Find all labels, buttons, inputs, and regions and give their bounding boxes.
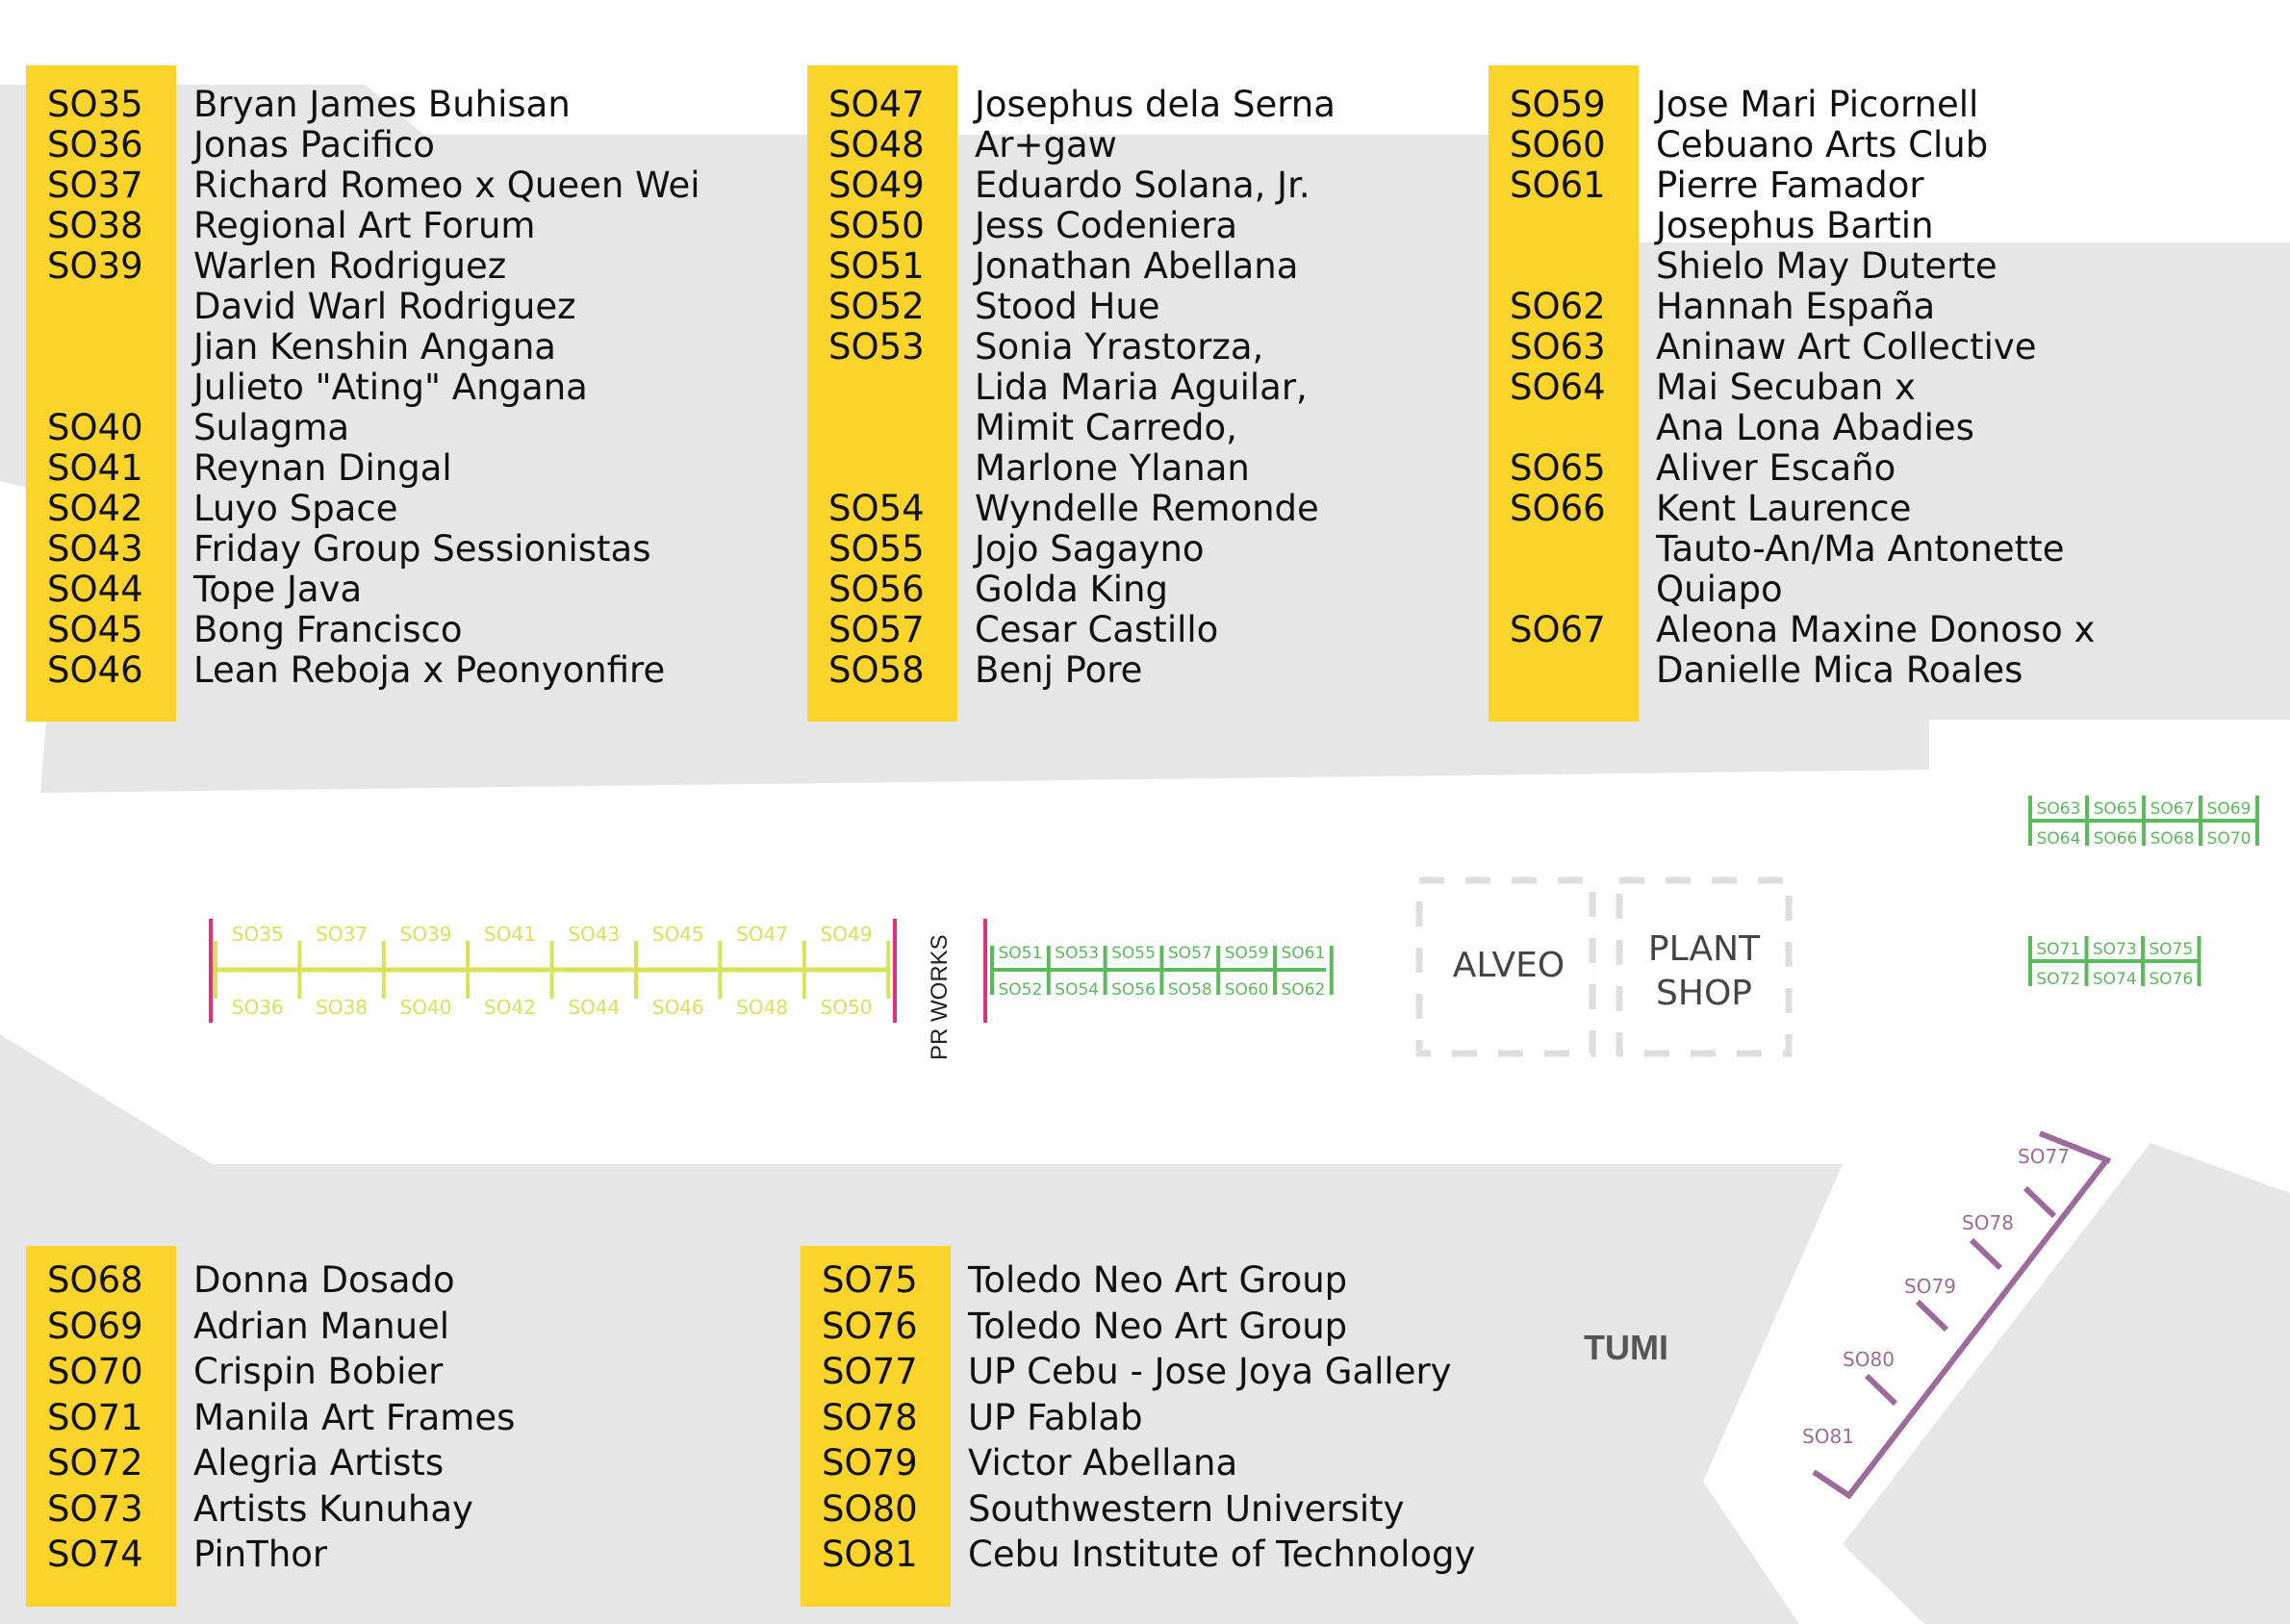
stall-code: SO58 [828, 649, 925, 691]
stall-divider [1867, 1376, 1896, 1404]
exhibitor-name: Toledo Neo Art Group [968, 1305, 1348, 1347]
stall-label: SO61 [1281, 944, 1326, 963]
exhibitor-name: Wyndelle Remonde [975, 488, 1319, 529]
stall-code: SO70 [47, 1351, 143, 1392]
exhibitor-name: Manila Art Frames [193, 1396, 516, 1438]
stall-code: SO35 [47, 84, 143, 125]
exhibitor-name: Reynan Dingal [193, 447, 452, 489]
stall-label: SO46 [651, 996, 704, 1019]
stall-code: SO41 [47, 447, 143, 489]
stall-label: SO78 [1962, 1211, 2014, 1234]
stall-label: SO75 [2149, 940, 2194, 959]
stall-label: SO68 [2150, 829, 2195, 849]
exhibitor-name: PinThor [193, 1534, 328, 1575]
stall-code: SO68 [47, 1259, 143, 1301]
stall-code: SO72 [47, 1442, 143, 1484]
stall-label: SO66 [2093, 829, 2138, 849]
exhibitor-name: Jojo Sagayno [975, 528, 1205, 570]
exhibitor-name: Cesar Castillo [975, 609, 1219, 650]
stall-label: SO67 [2150, 799, 2195, 819]
exhibitor-name: Southwestern University [968, 1487, 1405, 1530]
exhibitor-name: Aleona Maxine Donoso x [1656, 609, 2096, 650]
stall-code: SO52 [828, 286, 925, 327]
stall-label: SO59 [1224, 944, 1269, 963]
stall-code: SO69 [47, 1305, 143, 1347]
stall-divider [1918, 1302, 1946, 1330]
exhibitor-name: Ana Lona Abadies [1656, 407, 1974, 448]
exhibitor-name: Quiapo [1656, 569, 1783, 610]
stall-code: SO60 [1510, 124, 1606, 165]
exhibitor-name: Tope Java [193, 569, 363, 610]
stall-code: SO51 [828, 245, 925, 287]
stall-code: SO75 [822, 1259, 918, 1301]
exhibitor-name: Warlen Rodriguez [193, 245, 507, 287]
green-stall-row [985, 919, 1332, 1023]
stall-code: SO54 [828, 488, 925, 529]
exhibitor-name: Adrian Manuel [193, 1305, 450, 1347]
exhibitor-name: Mimit Carredo, [975, 407, 1237, 448]
stall-code: SO40 [47, 407, 143, 448]
stall-label: SO45 [651, 923, 704, 946]
stall-code: SO77 [822, 1351, 918, 1392]
stall-label: SO49 [820, 923, 873, 946]
stall-code: SO43 [47, 528, 143, 570]
stall-code: SO67 [1510, 609, 1606, 650]
stall-code: SO53 [828, 326, 925, 368]
stall-code: SO71 [47, 1396, 143, 1438]
plant-shop-store [1619, 880, 1789, 1053]
stall-code: SO57 [828, 609, 925, 650]
stall-code: SO56 [828, 569, 925, 610]
green-stall-grid-a [2030, 796, 2257, 849]
exhibitor-name: Golda King [975, 569, 1168, 610]
exhibitor-name: Danielle Mica Roales [1656, 649, 2023, 691]
stall-code: SO38 [47, 205, 143, 246]
stall-label: SO39 [399, 923, 452, 946]
exhibitor-name: Aninaw Art Collective [1656, 326, 2037, 368]
exhibitor-name: Aliver Escaño [1656, 447, 1896, 489]
exhibitor-name: Pierre Famador [1656, 165, 1924, 206]
stall-code: SO61 [1510, 165, 1606, 206]
stall-code: SO49 [828, 165, 925, 206]
stall-code: SO46 [47, 649, 143, 691]
stall-code: SO66 [1510, 488, 1606, 529]
stall-divider [2025, 1188, 2054, 1216]
exhibitor-name: Benj Pore [975, 649, 1143, 691]
stall-label: SO74 [2092, 970, 2137, 989]
stall-code: SO50 [828, 205, 925, 246]
stall-label: SO65 [2093, 799, 2138, 819]
exhibitor-name: Crispin Bobier [193, 1351, 444, 1392]
stall-code: SO44 [47, 569, 143, 610]
stall-label: SO72 [2036, 970, 2081, 989]
stall-label: SO44 [568, 996, 621, 1019]
alveo-label: ALVEO [1452, 946, 1565, 985]
stall-label: SO77 [2018, 1145, 2070, 1168]
stall-code: SO47 [828, 84, 925, 125]
purple-stall-row [1802, 1133, 2110, 1497]
stall-label: SO57 [1167, 944, 1212, 963]
stall-label: SO56 [1111, 980, 1156, 1000]
exhibitor-name: Hannah España [1656, 286, 1936, 327]
exhibitor-name: Jose Mari Picornell [1656, 84, 1979, 125]
exhibitor-name: Donna Dosado [193, 1259, 455, 1301]
stall-code: SO78 [822, 1396, 918, 1438]
stall-label: SO36 [231, 996, 284, 1019]
exhibitor-name: Julieto "Ating" Angana [193, 367, 588, 408]
stall-label: SO53 [1055, 944, 1100, 963]
exhibitor-name: Alegria Artists [193, 1442, 445, 1484]
exhibitor-name: Regional Art Forum [193, 205, 536, 246]
exhibitor-name: David Warl Rodriguez [193, 286, 576, 327]
exhibitor-name: Eduardo Solana, Jr. [975, 165, 1310, 206]
exhibitor-name: Jonas Pacifico [193, 124, 435, 165]
stall-code: SO55 [828, 528, 925, 570]
exhibitor-name: Shielo May Duterte [1656, 245, 1997, 287]
exhibitor-name: Cebu Institute of Technology [968, 1534, 1476, 1575]
stall-code: SO81 [822, 1534, 918, 1575]
purple-row-line [1849, 1159, 2107, 1495]
exhibitor-name: Stood Hue [975, 286, 1160, 327]
stall-label: SO50 [820, 996, 873, 1019]
stall-label: SO47 [736, 923, 789, 946]
exhibitor-name: Ar+gaw [975, 124, 1117, 165]
exhibitor-name: Sonia Yrastorza, [975, 326, 1264, 368]
stall-code: SO74 [47, 1534, 143, 1575]
stall-label: SO42 [483, 996, 536, 1019]
stall-code: SO76 [822, 1305, 918, 1347]
stall-code: SO63 [1510, 326, 1606, 368]
stall-code: SO73 [47, 1487, 143, 1530]
stall-code: SO42 [47, 488, 143, 529]
stall-divider [1972, 1240, 2000, 1268]
purple-end-bottom [1814, 1472, 1851, 1497]
stall-label: SO52 [998, 980, 1043, 1000]
stall-code: SO37 [47, 165, 143, 206]
stall-label: SO35 [231, 923, 284, 946]
exhibitor-name: Jian Kenshin Angana [193, 326, 556, 368]
stall-label: SO37 [316, 923, 369, 946]
stall-code: SO80 [822, 1487, 918, 1530]
exhibitor-name: UP Cebu - Jose Joya Gallery [968, 1351, 1452, 1392]
stall-code: SO48 [828, 124, 925, 165]
exhibitor-name: Jonathan Abellana [975, 245, 1299, 287]
exhibitor-name: Bryan James Buhisan [193, 84, 571, 125]
exhibitor-name: UP Fablab [968, 1396, 1143, 1438]
stall-code: SO65 [1510, 447, 1606, 489]
stall-label: SO38 [316, 996, 369, 1019]
stall-label: SO58 [1167, 980, 1212, 1000]
stall-code: SO64 [1510, 367, 1606, 408]
exhibitor-name: Cebuano Arts Club [1656, 124, 1989, 165]
stall-label: SO41 [483, 923, 536, 946]
exhibitor-name: Bong Francisco [193, 609, 463, 650]
exhibitor-name: Tauto-An/Ma Antonette [1656, 528, 2065, 570]
stall-label: SO81 [1802, 1425, 1854, 1448]
exhibitor-name: Toledo Neo Art Group [968, 1259, 1348, 1301]
stall-label: SO60 [1224, 980, 1269, 1000]
yellow-stall-row [211, 919, 895, 1023]
exhibitor-name: Kent Laurence [1656, 488, 1912, 529]
stall-label: SO40 [399, 996, 452, 1019]
exhibitor-name: Victor Abellana [968, 1442, 1238, 1484]
exhibitor-name: Lean Reboja x Peonyonfire [193, 649, 666, 691]
exhibitor-name: Lida Maria Aguilar, [975, 367, 1308, 408]
stall-code: SO36 [47, 124, 143, 165]
stall-label: SO76 [2149, 970, 2194, 989]
stall-label: SO69 [2206, 799, 2252, 819]
exhibitor-name: Josephus dela Serna [975, 84, 1336, 125]
stall-label: SO62 [1281, 980, 1326, 1000]
exhibitor-name: Mai Secuban x [1656, 367, 1916, 408]
stall-label: SO54 [1055, 980, 1100, 1000]
tumi-label: TUMI [1584, 1328, 1668, 1367]
stall-label: SO43 [568, 923, 621, 946]
alveo-store [1419, 880, 1592, 1053]
stall-label: SO48 [736, 996, 789, 1019]
green-stall-grid-b [2030, 936, 2200, 989]
exhibitor-name: Artists Kunuhay [193, 1487, 473, 1530]
stall-label: SO79 [1904, 1275, 1956, 1298]
stall-code: SO62 [1510, 286, 1606, 327]
exhibitor-name: Marlone Ylanan [975, 447, 1250, 489]
stall-label: SO55 [1111, 944, 1156, 963]
stall-code: SO59 [1510, 84, 1606, 125]
exhibitor-name: Richard Romeo x Queen Wei [193, 165, 700, 206]
exhibitor-name: Jess Codeniera [975, 205, 1238, 246]
exhibitor-name: Sulagma [193, 407, 350, 448]
exhibitor-name: Luyo Space [193, 488, 398, 529]
plant-shop-label-line2: SHOP [1656, 974, 1752, 1013]
stall-label: SO73 [2092, 940, 2137, 959]
stall-code: SO45 [47, 609, 143, 650]
stall-code: SO79 [822, 1442, 918, 1484]
stall-label: SO64 [2036, 829, 2081, 849]
stall-code: SO39 [47, 245, 143, 287]
stall-label: SO80 [1843, 1348, 1895, 1371]
stall-label: SO70 [2206, 829, 2252, 849]
stall-label: SO71 [2036, 940, 2081, 959]
stall-label: SO63 [2036, 799, 2081, 819]
stall-label: SO51 [998, 944, 1043, 963]
pr-works-label: PR WORKS [927, 934, 953, 1060]
exhibitor-name: Friday Group Sessionistas [193, 528, 651, 570]
exhibitor-name: Josephus Bartin [1656, 205, 1934, 246]
plant-shop-label-line1: PLANT [1647, 929, 1761, 969]
